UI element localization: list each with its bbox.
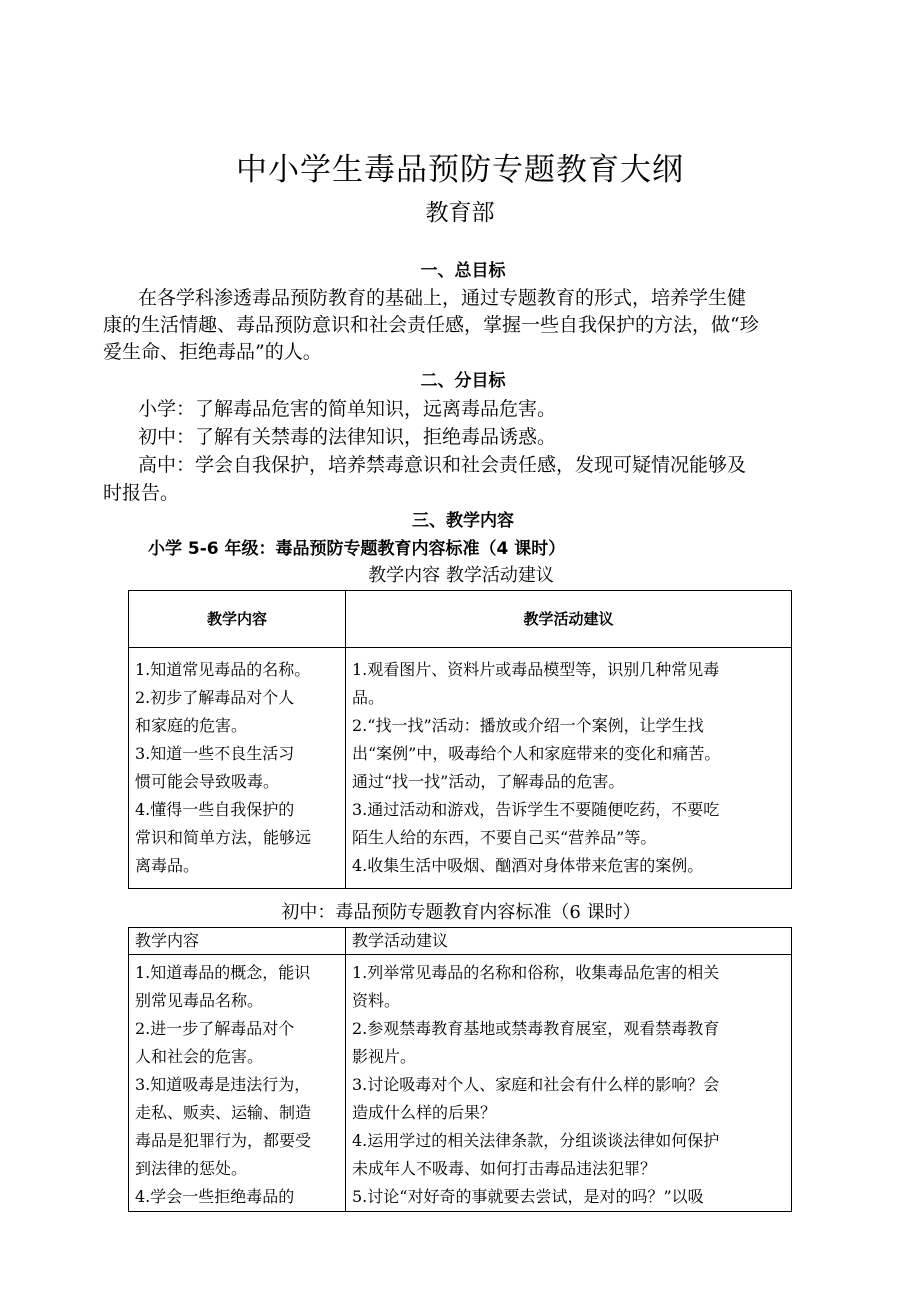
header-activity: 教学活动建议 bbox=[346, 928, 792, 955]
header-activity: 教学活动建议 bbox=[346, 591, 792, 648]
middle-content-table bbox=[128, 927, 792, 1212]
primary-standard-title: 小学 5-6 年级：毒品预防专题教育内容标准（4 课时） bbox=[148, 539, 566, 559]
section2-high-goal: 高中：学会自我保护，培养禁毒意识和社会责任感，发现可疑情况能够及 bbox=[138, 454, 747, 476]
cell-line: 造成什么样的后果？ bbox=[352, 1103, 497, 1122]
cell-line: 离毒品。 bbox=[135, 856, 200, 875]
section1-line: 康的生活情趣、毒品预防意识和社会责任感，掌握一些自我保护的方法，做“珍 bbox=[103, 314, 759, 336]
primary-content-table bbox=[128, 590, 792, 889]
cell-line: 3.通过活动和游戏，告诉学生不要随便吃药，不要吃 bbox=[352, 800, 720, 819]
cell-line: 3.讨论吸毒对个人、家庭和社会有什么样的影响？会 bbox=[352, 1075, 720, 1094]
cell-line: 未成年人不吸毒、如何打击毒品违法犯罪？ bbox=[352, 1159, 657, 1178]
cell-line: 2.初步了解毒品对个人 bbox=[135, 688, 295, 707]
section1-line: 爱生命、拒绝毒品”的人。 bbox=[103, 341, 322, 363]
cell-line: 1.知道毒品的概念，能识 bbox=[135, 963, 311, 982]
cell-line: 惯可能会导致吸毒。 bbox=[135, 772, 280, 791]
content-cell bbox=[129, 955, 346, 1212]
table-header-row bbox=[129, 928, 792, 955]
cell-line: 品。 bbox=[352, 688, 385, 707]
section2-high-goal-cont: 时报告。 bbox=[103, 482, 180, 504]
table-row bbox=[129, 955, 792, 1212]
section3-heading: 三、教学内容 bbox=[412, 511, 514, 531]
cell-line: 3.知道一些不良生活习 bbox=[135, 744, 295, 763]
header-content: 教学内容 bbox=[129, 928, 346, 955]
document-title: 中小学生毒品预防专题教育大纲 bbox=[236, 152, 684, 188]
cell-line: 4.懂得一些自我保护的 bbox=[135, 800, 295, 819]
cell-line: 影视片。 bbox=[352, 1047, 417, 1066]
cell-line: 陌生人给的东西，不要自己买“营养品”等。 bbox=[352, 828, 657, 847]
middle-table-caption: 初中：毒品预防专题教育内容标准（6 课时） bbox=[281, 902, 641, 923]
document-issuer: 教育部 bbox=[425, 200, 495, 226]
section1-paragraph bbox=[103, 285, 793, 366]
activity-cell bbox=[346, 648, 792, 889]
table-row bbox=[129, 648, 792, 889]
content-cell bbox=[129, 648, 346, 889]
cell-line: 通过“找一找”活动，了解毒品的危害。 bbox=[352, 772, 625, 791]
cell-line: 2.参观禁毒教育基地或禁毒教育展室，观看禁毒教育 bbox=[352, 1019, 720, 1038]
cell-line: 4.收集生活中吸烟、酗酒对身体带来危害的案例。 bbox=[352, 856, 704, 875]
primary-table-caption: 教学内容 教学活动建议 bbox=[368, 565, 554, 586]
cell-line: 2.进一步了解毒品对个 bbox=[135, 1019, 295, 1038]
cell-line: 资料。 bbox=[352, 991, 401, 1010]
cell-line: 2.“找一找”活动：播放或介绍一个案例，让学生找 bbox=[352, 716, 704, 735]
cell-line: 出“案例”中，吸毒给个人和家庭带来的变化和痛苦。 bbox=[352, 744, 721, 763]
section2-middle-goal: 初中：了解有关禁毒的法律知识，拒绝毒品诱惑。 bbox=[138, 426, 557, 448]
cell-line: 和家庭的危害。 bbox=[135, 716, 248, 735]
cell-line: 别常见毒品名称。 bbox=[135, 991, 264, 1010]
section2-primary-goal: 小学：了解毒品危害的简单知识，远离毒品危害。 bbox=[138, 398, 557, 420]
header-content: 教学内容 bbox=[129, 591, 346, 648]
section1-heading: 一、总目标 bbox=[420, 261, 506, 281]
cell-line: 毒品是犯罪行为，都要受 bbox=[135, 1131, 312, 1150]
activity-cell bbox=[346, 955, 792, 1212]
cell-line: 4.学会一些拒绝毒品的 bbox=[135, 1187, 295, 1206]
cell-line: 1.观看图片、资料片或毒品模型等，识别几种常见毒 bbox=[352, 660, 720, 679]
cell-line: 1.列举常见毒品的名称和俗称，收集毒品危害的相关 bbox=[352, 963, 720, 982]
cell-line: 1.知道常见毒品的名称。 bbox=[135, 660, 311, 679]
cell-line: 人和社会的危害。 bbox=[135, 1047, 264, 1066]
cell-line: 走私、贩卖、运输、制造 bbox=[135, 1103, 312, 1122]
table-header-row bbox=[129, 591, 792, 648]
cell-line: 4.运用学过的相关法律条款，分组谈谈法律如何保护 bbox=[352, 1131, 720, 1150]
cell-line: 到法律的惩处。 bbox=[135, 1159, 248, 1178]
section1-line: 在各学科渗透毒品预防教育的基础上，通过专题教育的形式，培养学生健 bbox=[138, 287, 747, 309]
section2-heading: 二、分目标 bbox=[420, 371, 506, 391]
cell-line: 3.知道吸毒是违法行为， bbox=[135, 1075, 311, 1094]
cell-line: 常识和简单方法，能够远 bbox=[135, 828, 312, 847]
cell-line: 5.讨论“对好奇的事就要去尝试，是对的吗？”以吸 bbox=[352, 1187, 704, 1206]
